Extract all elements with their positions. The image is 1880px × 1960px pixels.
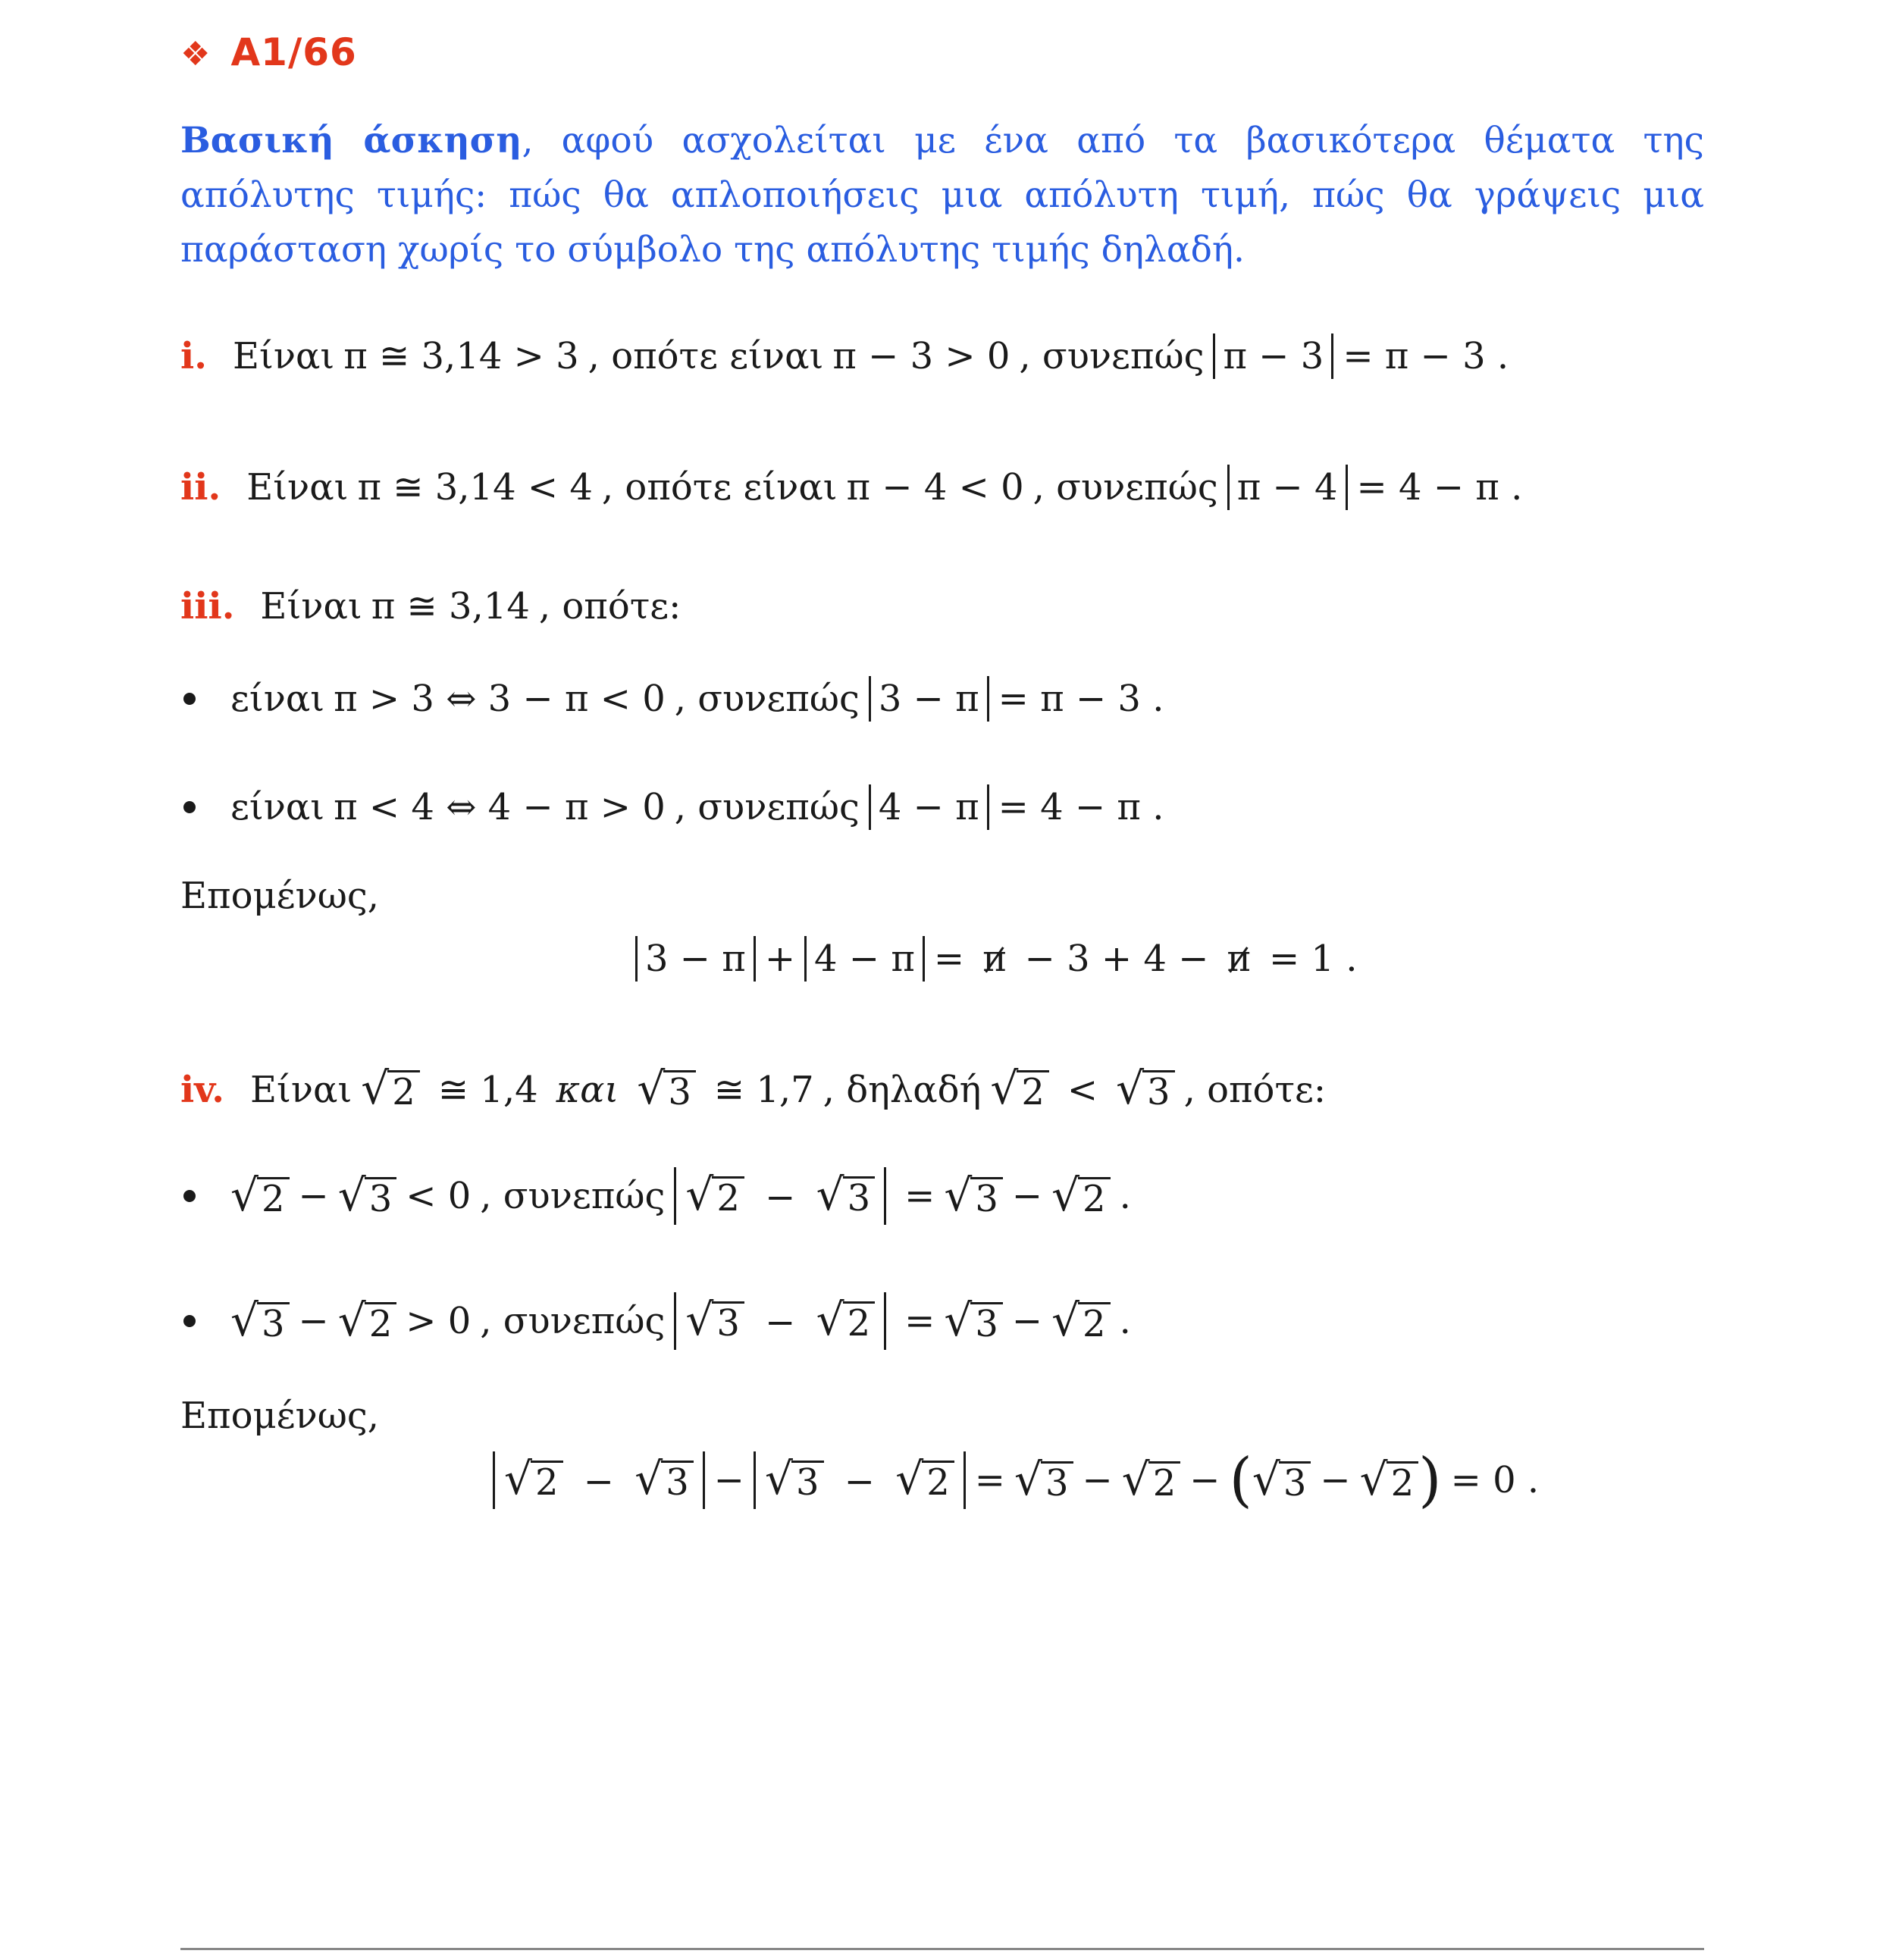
exercise-title: A1/66 bbox=[230, 30, 357, 74]
absolute-value: π − 3 bbox=[1213, 333, 1333, 379]
math: . bbox=[1119, 1300, 1131, 1342]
item-iii bbox=[180, 585, 681, 628]
bullet-icon bbox=[183, 1315, 196, 1327]
math: − bbox=[1011, 1175, 1043, 1217]
math: + bbox=[764, 938, 796, 980]
sqrt-2: √ 2 bbox=[895, 1457, 954, 1502]
text: , συνεπώς bbox=[480, 1175, 666, 1217]
absolute-value: 3 − π bbox=[635, 936, 756, 982]
sqrt-3: √ 3 bbox=[1014, 1458, 1073, 1503]
item-iii-equation bbox=[635, 936, 1366, 982]
absolute-value: 4 − π bbox=[804, 936, 925, 982]
math: = π − 3 . bbox=[1343, 335, 1509, 377]
text: , δηλαδή bbox=[822, 1068, 982, 1111]
sqrt-3: √ 3 bbox=[637, 1067, 696, 1112]
item-label: i. bbox=[180, 335, 207, 377]
intro-strong: Βασική άσκηση bbox=[180, 120, 522, 161]
math: = bbox=[904, 1300, 935, 1342]
math: ≅ 1,4 bbox=[437, 1068, 538, 1111]
item-iii-bullet-1 bbox=[183, 676, 1164, 722]
text: , οπότε είναι bbox=[601, 466, 838, 509]
math: π − 3 > 0 bbox=[832, 335, 1010, 377]
math: = 4 − π . bbox=[998, 786, 1164, 828]
therefore-label bbox=[180, 1395, 379, 1437]
intro-text: , αφού ασχολείται με ένα από τα βασικότερα θέματα της απόλυτης τιμής: πώς θα απλοποιήσεις μια απόλυτη τιμή, πώς θα γράψεις μια παράσταση χωρίς το σύμβολο της απόλυτης τιμής δηλαδή. bbox=[180, 120, 1704, 271]
sqrt-2: √ 2 bbox=[338, 1299, 397, 1344]
item-ii bbox=[180, 465, 1522, 510]
math: = 1 . bbox=[1268, 938, 1358, 980]
absolute-value: √ 2 − √ 3 bbox=[493, 1451, 705, 1509]
text: είναι bbox=[230, 678, 325, 720]
item-iv-equation bbox=[493, 1446, 1548, 1514]
text: , συνεπώς bbox=[674, 678, 860, 720]
math: = bbox=[974, 1459, 1005, 1501]
math: − 3 + 4 − bbox=[1024, 938, 1209, 980]
text: Είναι bbox=[260, 585, 362, 628]
text: και bbox=[556, 1068, 619, 1111]
math: − bbox=[1189, 1459, 1220, 1501]
math: > 0 bbox=[406, 1300, 472, 1342]
bullet-icon bbox=[183, 801, 196, 813]
math: − bbox=[1011, 1300, 1043, 1342]
footer-rule bbox=[180, 1948, 1704, 1950]
sqrt-2: √ 2 bbox=[504, 1457, 563, 1502]
text: Είναι bbox=[246, 466, 349, 509]
math: . bbox=[1119, 1175, 1131, 1217]
sqrt-3: √ 3 bbox=[685, 1298, 744, 1343]
math: = bbox=[904, 1175, 935, 1217]
math: π ≅ 3,14 > 3 bbox=[343, 335, 579, 377]
math: = bbox=[933, 938, 965, 980]
text: , συνεπώς bbox=[480, 1300, 666, 1342]
cancelled-pi: π bbox=[1227, 938, 1251, 980]
text: , οπότε: bbox=[538, 585, 682, 628]
math: π ≅ 3,14 bbox=[371, 585, 530, 628]
diamond-bullet-icon: ❖ bbox=[180, 35, 212, 74]
sqrt-2: √ 2 bbox=[361, 1067, 420, 1112]
item-i bbox=[180, 333, 1509, 379]
math: < bbox=[1067, 1068, 1098, 1111]
math: = π − 3 . bbox=[998, 678, 1164, 720]
sqrt-2: √ 2 bbox=[990, 1067, 1049, 1112]
math: π < 4 ⇔ 4 − π > 0 bbox=[334, 786, 666, 828]
text: Επομένως, bbox=[180, 1395, 380, 1437]
bullet-icon bbox=[183, 693, 196, 705]
absolute-value: √ 2 − √ 3 bbox=[674, 1167, 886, 1225]
text: Είναι bbox=[232, 335, 335, 377]
text: , συνεπώς bbox=[674, 786, 860, 828]
absolute-value: 3 − π bbox=[869, 676, 989, 722]
intro-paragraph bbox=[180, 114, 1704, 277]
text: , συνεπώς bbox=[1019, 335, 1205, 377]
math: − bbox=[298, 1300, 329, 1342]
text: είναι bbox=[230, 786, 325, 828]
math: = 0 . bbox=[1450, 1459, 1540, 1501]
math: π > 3 ⇔ 3 − π < 0 bbox=[334, 678, 666, 720]
item-iv bbox=[180, 1063, 1327, 1114]
item-label: ii. bbox=[180, 466, 221, 509]
sqrt-3: √ 3 bbox=[944, 1174, 1003, 1219]
math: − bbox=[1082, 1459, 1113, 1501]
text: Επομένως, bbox=[180, 875, 380, 917]
sqrt-2: √ 2 bbox=[1360, 1458, 1419, 1503]
math: − bbox=[298, 1175, 329, 1217]
absolute-value: √ 3 − √ 2 bbox=[754, 1451, 966, 1509]
item-iv-bullet-2 bbox=[183, 1292, 1140, 1350]
therefore-label bbox=[180, 875, 379, 917]
absolute-value: √ 3 − √ 2 bbox=[674, 1292, 886, 1350]
absolute-value: 4 − π bbox=[869, 784, 989, 830]
math: < 0 bbox=[406, 1175, 472, 1217]
text: , συνεπώς bbox=[1032, 466, 1218, 509]
math: π − 4 < 0 bbox=[846, 466, 1024, 509]
text: Είναι bbox=[250, 1068, 352, 1111]
math: = 4 − π . bbox=[1356, 466, 1523, 509]
sqrt-2: √ 2 bbox=[1122, 1458, 1181, 1503]
sqrt-3: √ 3 bbox=[1252, 1458, 1311, 1503]
text: , οπότε είναι bbox=[588, 335, 824, 377]
math: ≅ 1,7 bbox=[713, 1068, 814, 1111]
sqrt-3: √ 3 bbox=[634, 1457, 694, 1502]
right-paren: ) bbox=[1418, 1446, 1442, 1514]
sqrt-2: √ 2 bbox=[230, 1174, 290, 1219]
sqrt-3: √ 3 bbox=[816, 1173, 876, 1218]
left-paren: ( bbox=[1229, 1446, 1252, 1514]
sqrt-2: √ 2 bbox=[1051, 1174, 1111, 1219]
sqrt-2: √ 2 bbox=[685, 1173, 744, 1218]
sqrt-3: √ 3 bbox=[338, 1174, 397, 1219]
math: π ≅ 3,14 < 4 bbox=[357, 466, 593, 509]
item-iii-bullet-2 bbox=[183, 784, 1164, 830]
sqrt-3: √ 3 bbox=[944, 1299, 1003, 1344]
math: − bbox=[1320, 1459, 1351, 1501]
cancelled-pi: π bbox=[982, 938, 1007, 980]
item-label: iii. bbox=[180, 585, 235, 628]
item-iv-bullet-1 bbox=[183, 1167, 1140, 1225]
item-label: iv. bbox=[180, 1068, 225, 1111]
sqrt-3: √ 3 bbox=[765, 1457, 824, 1502]
sqrt-2: √ 2 bbox=[1051, 1299, 1111, 1344]
math: − bbox=[713, 1459, 744, 1501]
absolute-value: π − 4 bbox=[1227, 465, 1348, 510]
sqrt-2: √ 2 bbox=[816, 1298, 876, 1343]
bullet-icon bbox=[183, 1190, 196, 1202]
sqrt-3: √ 3 bbox=[1116, 1067, 1175, 1112]
sqrt-3: √ 3 bbox=[230, 1299, 290, 1344]
exercise-header bbox=[180, 30, 357, 74]
text: , οπότε: bbox=[1183, 1068, 1327, 1111]
